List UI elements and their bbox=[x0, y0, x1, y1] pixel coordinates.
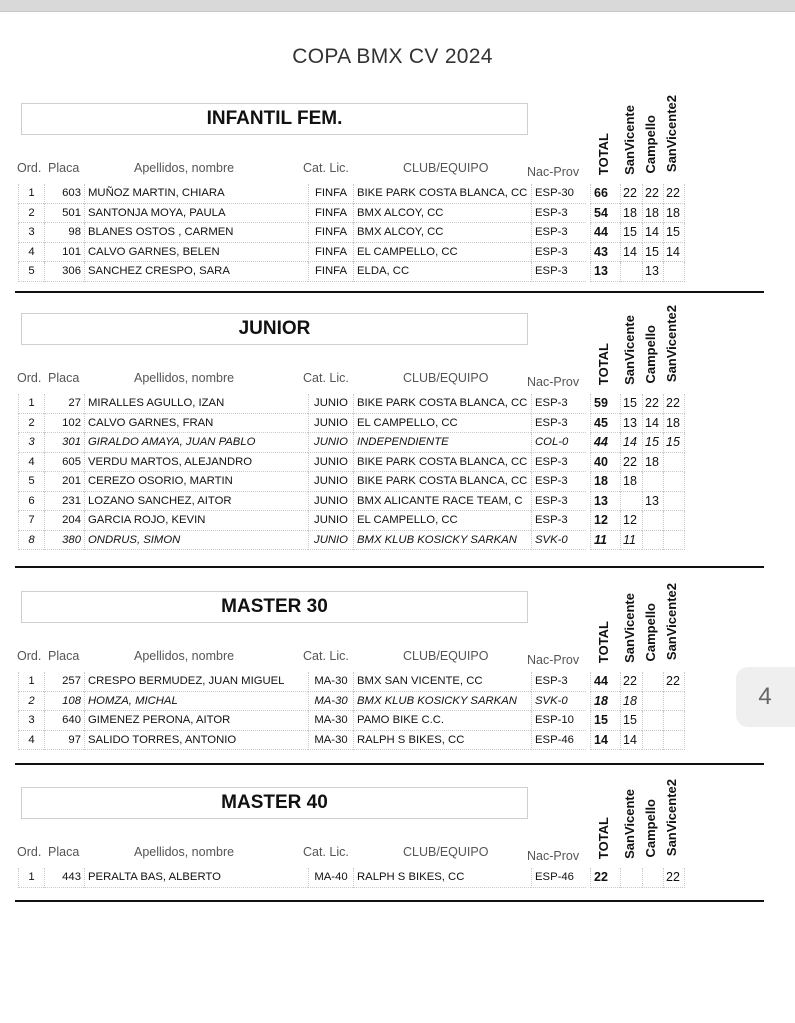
section-divider bbox=[15, 763, 764, 765]
header-ord: Ord. bbox=[17, 371, 42, 385]
category-cell: MA-30 bbox=[308, 731, 353, 751]
page-indicator[interactable]: 4 bbox=[736, 667, 795, 727]
nac-prov-cell: ESP-3 bbox=[531, 672, 586, 692]
table-row bbox=[18, 531, 686, 551]
name-cell: SALIDO TORRES, ANTONIO bbox=[84, 731, 308, 751]
club-cell: EL CAMPELLO, CC bbox=[353, 414, 531, 434]
header-ord: Ord. bbox=[17, 845, 42, 859]
placa-cell: 443 bbox=[44, 868, 84, 888]
section-divider bbox=[15, 900, 764, 902]
club-cell: PAMO BIKE C.C. bbox=[353, 711, 531, 731]
club-cell: BIKE PARK COSTA BLANCA, CC bbox=[353, 184, 531, 204]
header-campello: Campello bbox=[643, 325, 658, 384]
section-master-40 bbox=[14, 779, 764, 987]
placa-cell: 501 bbox=[44, 204, 84, 224]
table-row bbox=[18, 394, 686, 414]
header-name: Apellidos, nombre bbox=[134, 845, 235, 859]
campello-cell bbox=[642, 731, 663, 751]
placa-cell: 640 bbox=[44, 711, 84, 731]
sanvicente2-cell bbox=[663, 472, 685, 492]
name-cell: GARCIA ROJO, KEVIN bbox=[84, 511, 308, 531]
sanvicente-cell: 14 bbox=[620, 243, 642, 263]
table-row bbox=[18, 204, 686, 224]
category-cell: JUNIO bbox=[308, 511, 353, 531]
ord-cell: 2 bbox=[18, 692, 44, 712]
name-cell: PERALTA BAS, ALBERTO bbox=[84, 868, 308, 888]
header-placa: Placa bbox=[48, 161, 80, 175]
club-cell: BMX ALICANTE RACE TEAM, C bbox=[353, 492, 531, 512]
sanvicente2-cell bbox=[663, 531, 685, 551]
table-row bbox=[18, 731, 686, 751]
category-cell: JUNIO bbox=[308, 394, 353, 414]
header-sanvicente: SanVicente bbox=[622, 315, 637, 385]
sanvicente2-cell: 18 bbox=[663, 414, 685, 434]
header-cat-lic: Cat. Lic. bbox=[303, 649, 349, 663]
sanvicente2-cell: 22 bbox=[663, 868, 685, 888]
nac-prov-cell: SVK-0 bbox=[531, 692, 586, 712]
sanvicente-cell: 13 bbox=[620, 414, 642, 434]
header-name: Apellidos, nombre bbox=[134, 649, 235, 663]
sanvicente2-cell bbox=[663, 492, 685, 512]
total-cell: 15 bbox=[590, 711, 620, 731]
category-cell: FINFA bbox=[308, 262, 353, 282]
ord-cell: 3 bbox=[18, 223, 44, 243]
nac-prov-cell: ESP-30 bbox=[531, 184, 586, 204]
total-cell: 44 bbox=[590, 672, 620, 692]
name-cell: CRESPO BERMUDEZ, JUAN MIGUEL bbox=[84, 672, 308, 692]
ord-cell: 2 bbox=[18, 414, 44, 434]
nac-prov-cell: ESP-10 bbox=[531, 711, 586, 731]
nac-prov-cell: ESP-3 bbox=[531, 414, 586, 434]
campello-cell: 22 bbox=[642, 184, 663, 204]
header-sanvicente2: SanVicente2 bbox=[664, 95, 679, 173]
total-cell: 18 bbox=[590, 692, 620, 712]
nac-prov-cell: ESP-3 bbox=[531, 243, 586, 263]
header-placa: Placa bbox=[48, 371, 80, 385]
nac-prov-cell: ESP-3 bbox=[531, 204, 586, 224]
ord-cell: 3 bbox=[18, 711, 44, 731]
header-sanvicente: SanVicente bbox=[622, 593, 637, 663]
nac-prov-cell: ESP-46 bbox=[531, 731, 586, 751]
header-campello: Campello bbox=[643, 603, 658, 662]
category-cell: JUNIO bbox=[308, 472, 353, 492]
header-campello: Campello bbox=[643, 799, 658, 858]
header-sanvicente: SanVicente bbox=[622, 789, 637, 859]
sanvicente-cell: 14 bbox=[620, 433, 642, 453]
document-title: COPA BMX CV 2024 bbox=[292, 45, 493, 68]
total-cell: 18 bbox=[590, 472, 620, 492]
placa-cell: 201 bbox=[44, 472, 84, 492]
header-campello: Campello bbox=[643, 115, 658, 174]
results-table bbox=[18, 394, 686, 550]
category-cell: FINFA bbox=[308, 204, 353, 224]
name-cell: BLANES OSTOS , CARMEN bbox=[84, 223, 308, 243]
campello-cell: 13 bbox=[642, 262, 663, 282]
placa-cell: 301 bbox=[44, 433, 84, 453]
sanvicente2-cell: 18 bbox=[663, 204, 685, 224]
table-row bbox=[18, 223, 686, 243]
ord-cell: 4 bbox=[18, 453, 44, 473]
sanvicente2-cell bbox=[663, 692, 685, 712]
sanvicente-cell bbox=[620, 492, 642, 512]
campello-cell: 15 bbox=[642, 243, 663, 263]
total-cell: 13 bbox=[590, 262, 620, 282]
nac-prov-cell: ESP-3 bbox=[531, 223, 586, 243]
sanvicente2-cell: 22 bbox=[663, 184, 685, 204]
total-cell: 13 bbox=[590, 492, 620, 512]
total-cell: 11 bbox=[590, 531, 620, 551]
campello-cell: 15 bbox=[642, 433, 663, 453]
name-cell: CALVO GARNES, BELEN bbox=[84, 243, 308, 263]
name-cell: MIRALLES AGULLO, IZAN bbox=[84, 394, 308, 414]
total-cell: 22 bbox=[590, 868, 620, 888]
table-row bbox=[18, 711, 686, 731]
header-club: CLUB/EQUIPO bbox=[403, 371, 489, 385]
ord-cell: 5 bbox=[18, 262, 44, 282]
section-title: INFANTIL FEM. bbox=[21, 103, 528, 135]
sanvicente2-cell bbox=[663, 711, 685, 731]
ord-cell: 4 bbox=[18, 243, 44, 263]
category-cell: FINFA bbox=[308, 184, 353, 204]
section-master-30 bbox=[14, 583, 764, 791]
nac-prov-cell: COL-0 bbox=[531, 433, 586, 453]
name-cell: CEREZO OSORIO, MARTIN bbox=[84, 472, 308, 492]
category-cell: JUNIO bbox=[308, 414, 353, 434]
campello-cell bbox=[642, 868, 663, 888]
placa-cell: 605 bbox=[44, 453, 84, 473]
table-row bbox=[18, 414, 686, 434]
header-nac-prov: Nac-Prov bbox=[527, 849, 580, 863]
category-cell: MA-40 bbox=[308, 868, 353, 888]
campello-cell: 18 bbox=[642, 204, 663, 224]
placa-cell: 204 bbox=[44, 511, 84, 531]
name-cell: ONDRUS, SIMON bbox=[84, 531, 308, 551]
placa-cell: 102 bbox=[44, 414, 84, 434]
name-cell: SANCHEZ CRESPO, SARA bbox=[84, 262, 308, 282]
club-cell: RALPH S BIKES, CC bbox=[353, 868, 531, 888]
ord-cell: 2 bbox=[18, 204, 44, 224]
club-cell: ELDA, CC bbox=[353, 262, 531, 282]
table-row bbox=[18, 492, 686, 512]
header-club: CLUB/EQUIPO bbox=[403, 845, 489, 859]
section-infantil-fem bbox=[14, 95, 764, 303]
header-cat-lic: Cat. Lic. bbox=[303, 845, 349, 859]
header-nac-prov: Nac-Prov bbox=[527, 165, 580, 179]
header-nac-prov: Nac-Prov bbox=[527, 653, 580, 667]
ord-cell: 5 bbox=[18, 472, 44, 492]
placa-cell: 231 bbox=[44, 492, 84, 512]
placa-cell: 27 bbox=[44, 394, 84, 414]
nac-prov-cell: ESP-3 bbox=[531, 262, 586, 282]
header-club: CLUB/EQUIPO bbox=[403, 161, 489, 175]
sanvicente2-cell: 22 bbox=[663, 672, 685, 692]
club-cell: RALPH S BIKES, CC bbox=[353, 731, 531, 751]
ord-cell: 6 bbox=[18, 492, 44, 512]
table-row bbox=[18, 262, 686, 282]
club-cell: BIKE PARK COSTA BLANCA, CC bbox=[353, 472, 531, 492]
club-cell: BMX KLUB KOSICKY SARKAN bbox=[353, 531, 531, 551]
header-sanvicente2: SanVicente2 bbox=[664, 305, 679, 383]
name-cell: SANTONJA MOYA, PAULA bbox=[84, 204, 308, 224]
club-cell: EL CAMPELLO, CC bbox=[353, 511, 531, 531]
table-row bbox=[18, 433, 686, 453]
campello-cell: 13 bbox=[642, 492, 663, 512]
results-table bbox=[18, 868, 686, 888]
category-cell: MA-30 bbox=[308, 711, 353, 731]
placa-cell: 97 bbox=[44, 731, 84, 751]
sanvicente2-cell: 15 bbox=[663, 433, 685, 453]
header-ord: Ord. bbox=[17, 161, 42, 175]
category-cell: JUNIO bbox=[308, 433, 353, 453]
campello-cell: 22 bbox=[642, 394, 663, 414]
header-total: TOTAL bbox=[596, 133, 611, 176]
header-nac-prov: Nac-Prov bbox=[527, 375, 580, 389]
sanvicente-cell: 11 bbox=[620, 531, 642, 551]
club-cell: INDEPENDIENTE bbox=[353, 433, 531, 453]
placa-cell: 108 bbox=[44, 692, 84, 712]
category-cell: JUNIO bbox=[308, 492, 353, 512]
ord-cell: 8 bbox=[18, 531, 44, 551]
header-sanvicente2: SanVicente2 bbox=[664, 779, 679, 857]
sanvicente2-cell bbox=[663, 511, 685, 531]
header-cat-lic: Cat. Lic. bbox=[303, 161, 349, 175]
header-club: CLUB/EQUIPO bbox=[403, 649, 489, 663]
name-cell: MUÑOZ MARTIN, CHIARA bbox=[84, 184, 308, 204]
header-sanvicente: SanVicente bbox=[622, 105, 637, 175]
header-name: Apellidos, nombre bbox=[134, 161, 235, 175]
sanvicente-cell: 18 bbox=[620, 204, 642, 224]
section-title: JUNIOR bbox=[21, 313, 528, 345]
sanvicente-cell: 22 bbox=[620, 184, 642, 204]
club-cell: BMX ALCOY, CC bbox=[353, 223, 531, 243]
sanvicente2-cell bbox=[663, 731, 685, 751]
name-cell: VERDU MARTOS, ALEJANDRO bbox=[84, 453, 308, 473]
name-cell: GIRALDO AMAYA, JUAN PABLO bbox=[84, 433, 308, 453]
category-cell: JUNIO bbox=[308, 453, 353, 473]
campello-cell: 14 bbox=[642, 223, 663, 243]
header-sanvicente2: SanVicente2 bbox=[664, 583, 679, 661]
sanvicente-cell: 18 bbox=[620, 472, 642, 492]
nac-prov-cell: ESP-3 bbox=[531, 472, 586, 492]
sanvicente-cell: 15 bbox=[620, 223, 642, 243]
name-cell: LOZANO SANCHEZ, AITOR bbox=[84, 492, 308, 512]
table-row bbox=[18, 868, 686, 888]
name-cell: HOMZA, MICHAL bbox=[84, 692, 308, 712]
campello-cell bbox=[642, 472, 663, 492]
name-cell: CALVO GARNES, FRAN bbox=[84, 414, 308, 434]
sanvicente2-cell: 14 bbox=[663, 243, 685, 263]
placa-cell: 603 bbox=[44, 184, 84, 204]
sanvicente-cell: 12 bbox=[620, 511, 642, 531]
nac-prov-cell: ESP-3 bbox=[531, 511, 586, 531]
sanvicente-cell bbox=[620, 868, 642, 888]
section-title: MASTER 40 bbox=[21, 787, 528, 819]
nac-prov-cell: ESP-46 bbox=[531, 868, 586, 888]
sanvicente2-cell bbox=[663, 262, 685, 282]
total-cell: 59 bbox=[590, 394, 620, 414]
table-row bbox=[18, 472, 686, 492]
header-placa: Placa bbox=[48, 649, 80, 663]
total-cell: 45 bbox=[590, 414, 620, 434]
sanvicente2-cell: 22 bbox=[663, 394, 685, 414]
ord-cell: 1 bbox=[18, 672, 44, 692]
header-ord: Ord. bbox=[17, 649, 42, 663]
header-total: TOTAL bbox=[596, 621, 611, 664]
nac-prov-cell: ESP-3 bbox=[531, 394, 586, 414]
header-cat-lic: Cat. Lic. bbox=[303, 371, 349, 385]
sanvicente2-cell bbox=[663, 453, 685, 473]
results-table bbox=[18, 184, 686, 282]
sanvicente-cell: 14 bbox=[620, 731, 642, 751]
placa-cell: 306 bbox=[44, 262, 84, 282]
sanvicente2-cell: 15 bbox=[663, 223, 685, 243]
header-name: Apellidos, nombre bbox=[134, 371, 235, 385]
nac-prov-cell: ESP-3 bbox=[531, 492, 586, 512]
campello-cell bbox=[642, 511, 663, 531]
category-cell: JUNIO bbox=[308, 531, 353, 551]
table-row bbox=[18, 692, 686, 712]
table-row bbox=[18, 184, 686, 204]
placa-cell: 98 bbox=[44, 223, 84, 243]
nac-prov-cell: ESP-3 bbox=[531, 453, 586, 473]
ord-cell: 3 bbox=[18, 433, 44, 453]
club-cell: BIKE PARK COSTA BLANCA, CC bbox=[353, 394, 531, 414]
campello-cell: 14 bbox=[642, 414, 663, 434]
club-cell: BIKE PARK COSTA BLANCA, CC bbox=[353, 453, 531, 473]
top-bar bbox=[0, 0, 795, 12]
campello-cell bbox=[642, 531, 663, 551]
header-total: TOTAL bbox=[596, 817, 611, 860]
sanvicente-cell: 15 bbox=[620, 711, 642, 731]
sanvicente-cell: 15 bbox=[620, 394, 642, 414]
table-row bbox=[18, 511, 686, 531]
club-cell: BMX ALCOY, CC bbox=[353, 204, 531, 224]
ord-cell: 1 bbox=[18, 184, 44, 204]
placa-cell: 380 bbox=[44, 531, 84, 551]
ord-cell: 7 bbox=[18, 511, 44, 531]
total-cell: 44 bbox=[590, 433, 620, 453]
table-row bbox=[18, 243, 686, 263]
campello-cell bbox=[642, 692, 663, 712]
section-divider bbox=[15, 291, 764, 293]
club-cell: BMX SAN VICENTE, CC bbox=[353, 672, 531, 692]
header-placa: Placa bbox=[48, 845, 80, 859]
sanvicente-cell bbox=[620, 262, 642, 282]
club-cell: BMX KLUB KOSICKY SARKAN bbox=[353, 692, 531, 712]
results-table bbox=[18, 672, 686, 750]
table-row bbox=[18, 453, 686, 473]
placa-cell: 257 bbox=[44, 672, 84, 692]
campello-cell bbox=[642, 711, 663, 731]
section-divider bbox=[15, 566, 764, 568]
ord-cell: 1 bbox=[18, 868, 44, 888]
category-cell: MA-30 bbox=[308, 672, 353, 692]
category-cell: MA-30 bbox=[308, 692, 353, 712]
total-cell: 66 bbox=[590, 184, 620, 204]
category-cell: FINFA bbox=[308, 243, 353, 263]
name-cell: GIMENEZ PERONA, AITOR bbox=[84, 711, 308, 731]
ord-cell: 4 bbox=[18, 731, 44, 751]
total-cell: 44 bbox=[590, 223, 620, 243]
campello-cell: 18 bbox=[642, 453, 663, 473]
ord-cell: 1 bbox=[18, 394, 44, 414]
header-total: TOTAL bbox=[596, 343, 611, 386]
total-cell: 14 bbox=[590, 731, 620, 751]
table-row bbox=[18, 672, 686, 692]
category-cell: FINFA bbox=[308, 223, 353, 243]
sanvicente-cell: 18 bbox=[620, 692, 642, 712]
campello-cell bbox=[642, 672, 663, 692]
placa-cell: 101 bbox=[44, 243, 84, 263]
section-title: MASTER 30 bbox=[21, 591, 528, 623]
section-junior bbox=[14, 305, 764, 547]
nac-prov-cell: SVK-0 bbox=[531, 531, 586, 551]
sanvicente-cell: 22 bbox=[620, 453, 642, 473]
total-cell: 54 bbox=[590, 204, 620, 224]
total-cell: 40 bbox=[590, 453, 620, 473]
total-cell: 12 bbox=[590, 511, 620, 531]
sanvicente-cell: 22 bbox=[620, 672, 642, 692]
total-cell: 43 bbox=[590, 243, 620, 263]
club-cell: EL CAMPELLO, CC bbox=[353, 243, 531, 263]
